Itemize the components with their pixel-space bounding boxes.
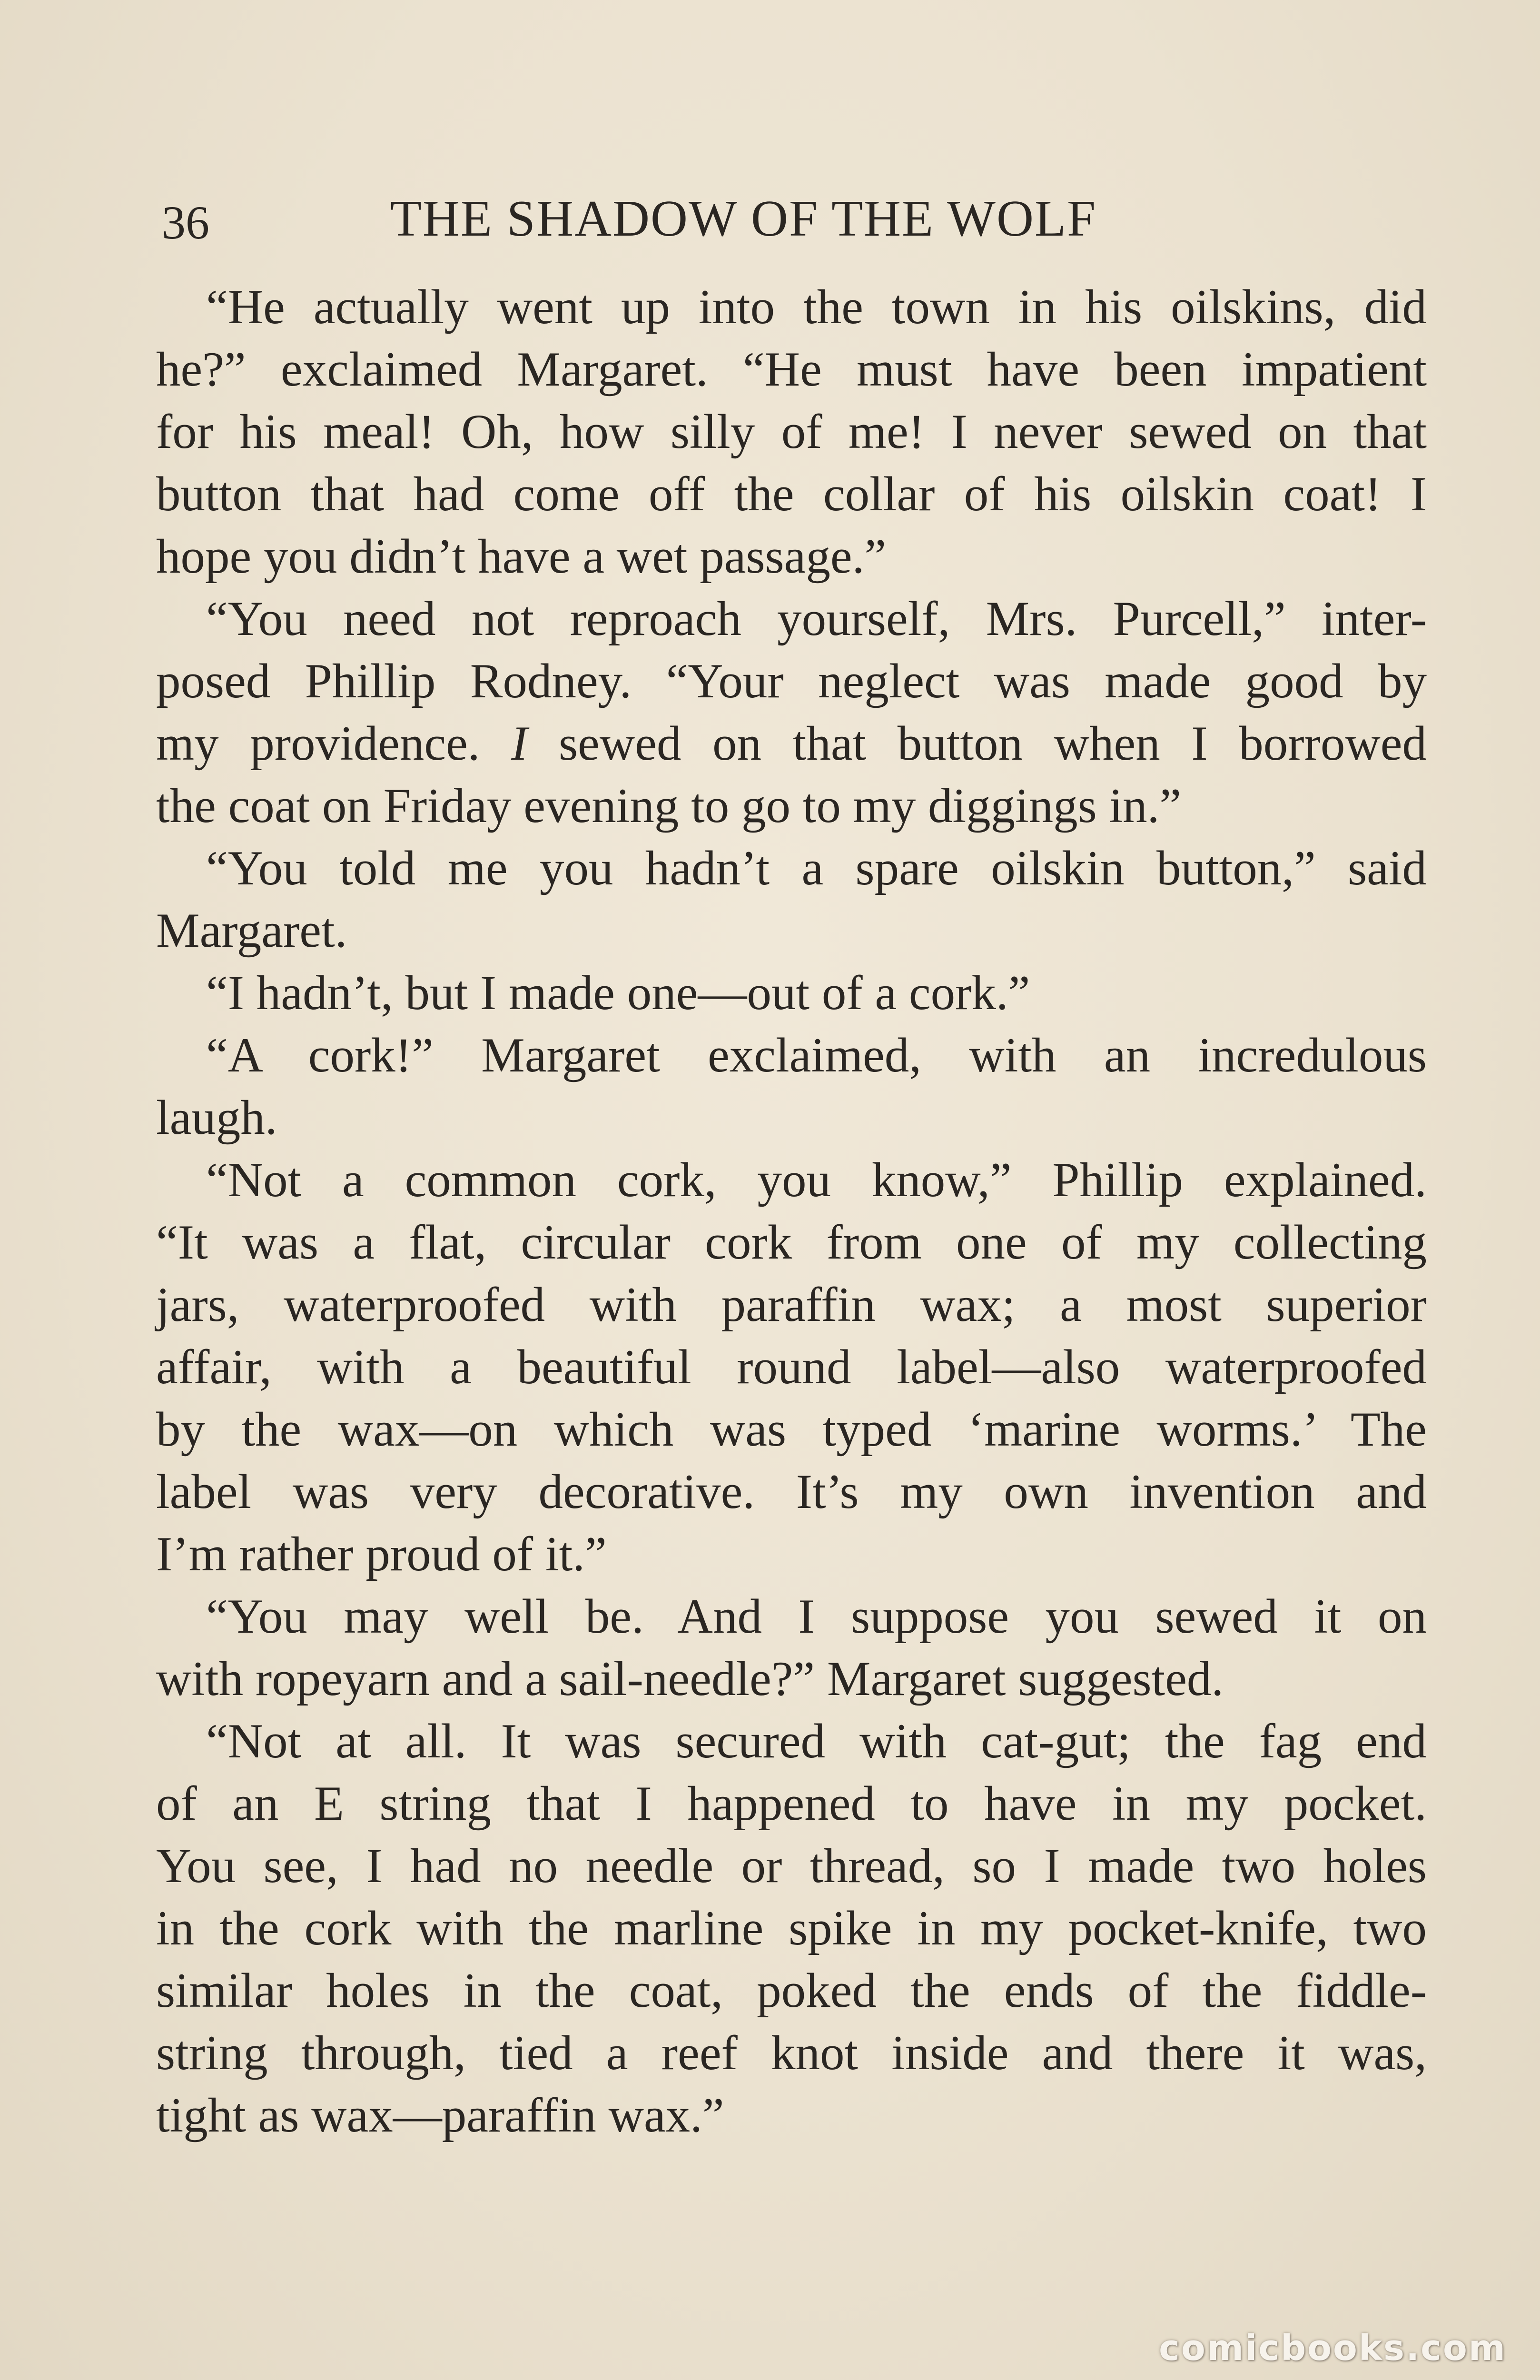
text-line: “I hadn’t, but I made one—out of a cork.” — [206, 966, 1030, 1020]
text-line: string through, tied a reef knot inside and there it was, — [156, 2026, 1427, 2080]
text-line: with ropeyarn and a sail-needle?” Margaret suggested. — [156, 1652, 1224, 1706]
text-line: by the wax—on which was typed ‘marine worms.’ The — [156, 1402, 1427, 1457]
text-line: I’m rather proud of it.” — [156, 1527, 607, 1581]
watermark: comicbooks.com — [1159, 2328, 1507, 2369]
text-line: You see, I had no needle or thread, so I made two holes — [156, 1839, 1427, 1893]
text-line: “You may well be. And I suppose you sewed it on — [206, 1589, 1427, 1644]
text-line: he?” exclaimed Margaret. “He must have been impatient — [156, 342, 1427, 397]
running-title: THE SHADOW OF THE WOLF — [390, 190, 1097, 247]
text-line: “Not a common cork, you know,” Phillip explained. — [206, 1153, 1427, 1207]
italic-emphasis: I — [511, 716, 528, 771]
page-number: 36 — [162, 196, 209, 249]
text-line: “You need not reproach yourself, Mrs. Purcell,” inter- — [206, 592, 1427, 646]
text-line: “It was a flat, circular cork from one of my collecting — [156, 1215, 1427, 1269]
text-line: “He actually went up into the town in his oilskins, did — [206, 280, 1427, 334]
body-text — [156, 276, 1427, 2147]
text-line: of an E string that I happened to have in my pocket. — [156, 1776, 1427, 1831]
text-line: affair, with a beautiful round label—also waterproofed — [156, 1340, 1427, 1394]
text-line: tight as wax—paraffin wax.” — [156, 2088, 724, 2142]
text-line: Margaret. — [156, 903, 347, 958]
text-line — [156, 713, 1427, 775]
text-line: “Not at all. It was secured with cat-gut; the fag end — [206, 1714, 1427, 1768]
text-line: hope you didn’t have a wet passage.” — [156, 529, 887, 584]
text-segment: sewed on that button when I borrowed — [527, 716, 1427, 771]
text-line: posed Phillip Rodney. “Your neglect was made good by — [156, 654, 1427, 708]
text-line: “You told me you hadn’t a spare oilskin button,” said — [206, 841, 1427, 895]
text-line: “A cork!” Margaret exclaimed, with an incredulous — [206, 1028, 1427, 1082]
running-head — [162, 183, 1437, 255]
text-line: in the cork with the marline spike in my pocket-knife, two — [156, 1901, 1427, 1955]
text-segment: my providence. — [156, 716, 512, 771]
text-line: for his meal! Oh, how silly of me! I never sewed on that — [156, 405, 1427, 459]
text-line: similar holes in the coat, poked the ends of the fiddle- — [156, 1964, 1427, 2018]
text-line: jars, waterproofed with paraffin wax; a most superior — [156, 1278, 1427, 1332]
text-line: button that had come off the collar of his oilskin coat! I — [156, 467, 1427, 521]
text-line: label was very decorative. It’s my own invention and — [156, 1465, 1427, 1519]
text-line: laugh. — [156, 1091, 277, 1145]
text-line: the coat on Friday evening to go to my diggings in.” — [156, 779, 1182, 833]
